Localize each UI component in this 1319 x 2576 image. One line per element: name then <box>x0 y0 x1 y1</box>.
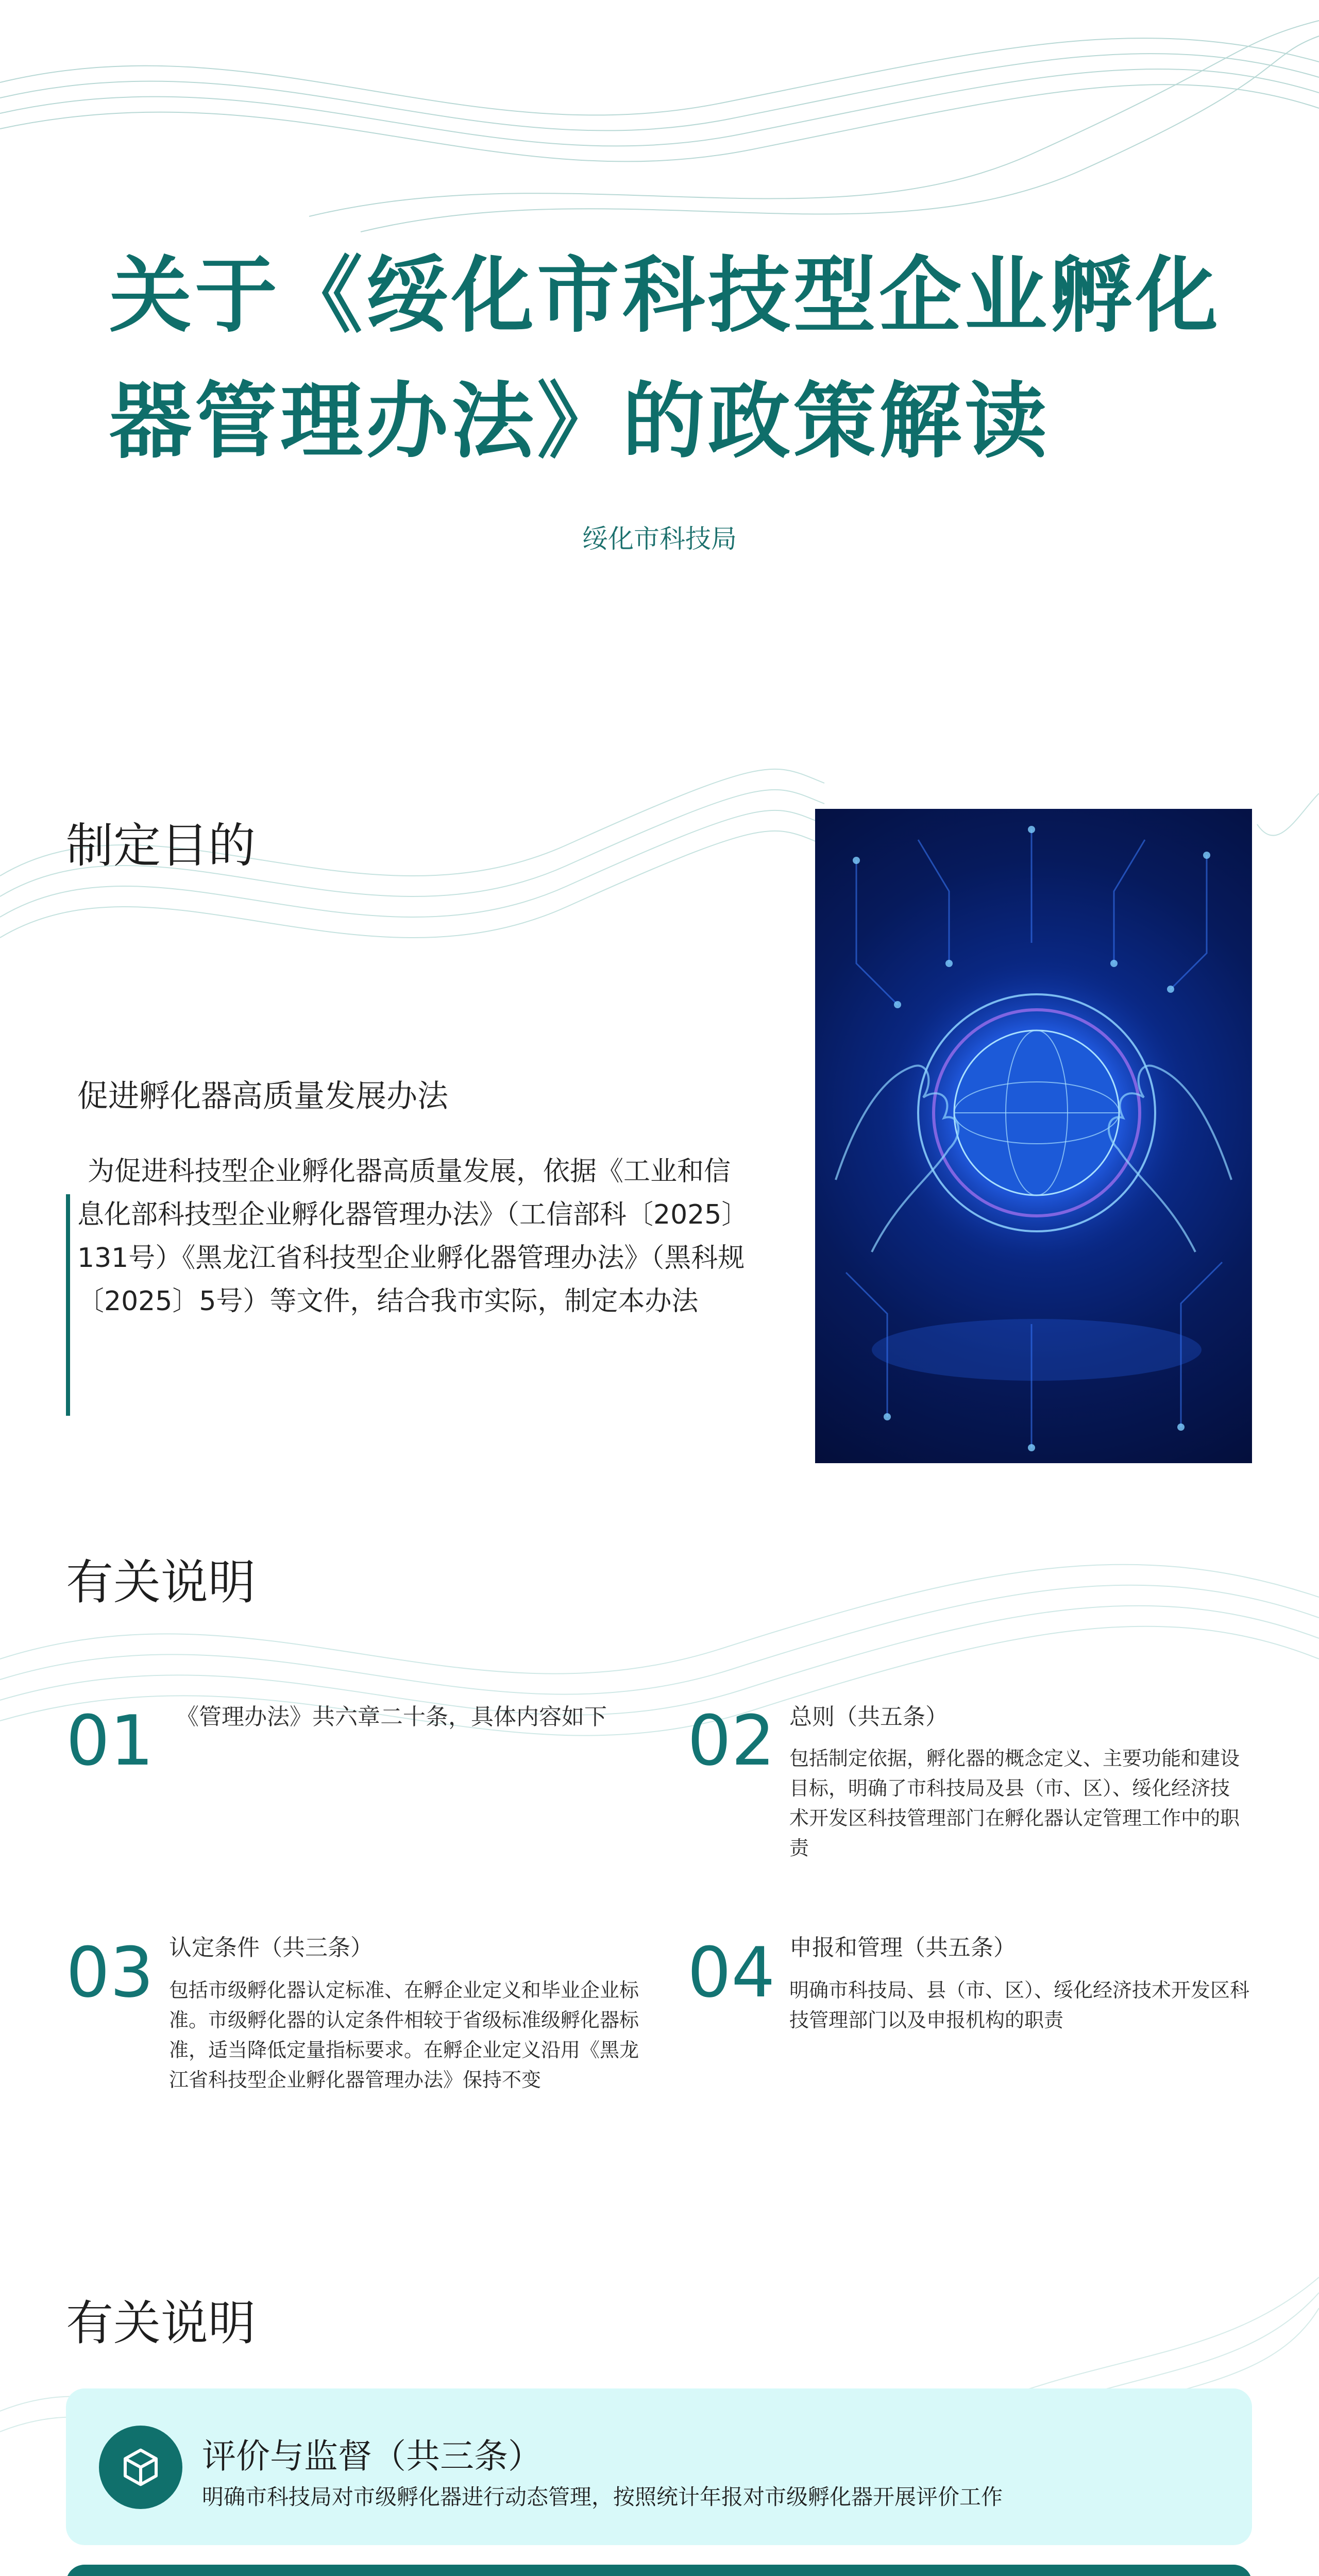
item-number-03: 03 <box>66 1933 154 2013</box>
accent-bar <box>66 1194 70 1416</box>
item-number-02: 02 <box>687 1701 775 1781</box>
item-title-01: 《管理办法》共六章二十条，具体内容如下 <box>176 1704 607 1730</box>
document-title <box>109 233 1243 484</box>
explanation-heading-1: 有关说明 <box>66 1555 256 1610</box>
card-development <box>66 2565 1252 2576</box>
item-body-02: 包括制定依据，孵化器的概念定义、主要功能和建设目标，明确了市科技局及县（市、区）、绥化经济技术开发区科技管理部门在孵化器认定管理工作中的职责 <box>789 1747 1240 1859</box>
item-title-04: 申报和管理（共五条） <box>789 1935 1016 1961</box>
card-icon-circle <box>99 2426 182 2509</box>
item-title-03: 认定条件（共三条） <box>169 1935 373 1961</box>
purpose-heading: 制定目的 <box>66 818 256 873</box>
purpose-subtitle: 促进孵化器高质量发展办法 <box>77 1078 448 1114</box>
card-description: 明确市科技局对市级孵化器进行动态管理，按照统计年报对市级孵化器开展评价工作 <box>202 2484 1003 2510</box>
item-number-04: 04 <box>687 1933 775 2013</box>
item-title-02: 总则（共五条） <box>789 1704 948 1730</box>
explanation-heading-2: 有关说明 <box>66 2296 256 2351</box>
document-title-line-1: 关于《绥化市科技型企业孵化 <box>109 247 1222 344</box>
digital-globe-illustration <box>815 809 1252 1463</box>
card-evaluation <box>66 2388 1252 2545</box>
cube-icon <box>120 2447 161 2488</box>
purpose-body: 为促进科技型企业孵化器高质量发展，依据《工业和信息化部科技型企业孵化器管理办法》（工信部科〔2025〕131号）《黑龙江省科技型企业孵化器管理办法》（黑科规〔2025〕5号）等文件，结合我市实际，制定本办法 <box>77 1156 749 1317</box>
item-body-03: 包括市级孵化器认定标准、在孵企业定义和毕业企业标准。市级孵化器的认定条件相较于省级标准级孵化器标准，适当降低定量指标要求。在孵企业定义沿用《黑龙江省科技型企业孵化器管理办法》保持不变 <box>169 1979 639 2091</box>
document-title-line-2: 器管理办法》的政策解读 <box>109 373 1051 469</box>
card-title: 评价与监督（共三条） <box>202 2436 542 2476</box>
digital-globe-image <box>815 809 1252 1463</box>
item-number-01: 01 <box>66 1701 154 1781</box>
issuer-name: 绥化市科技局 <box>582 524 737 554</box>
item-body-04: 明确市科技局、县（市、区）、绥化经济技术开发区科技管理部门以及申报机构的职责 <box>789 1979 1250 2031</box>
